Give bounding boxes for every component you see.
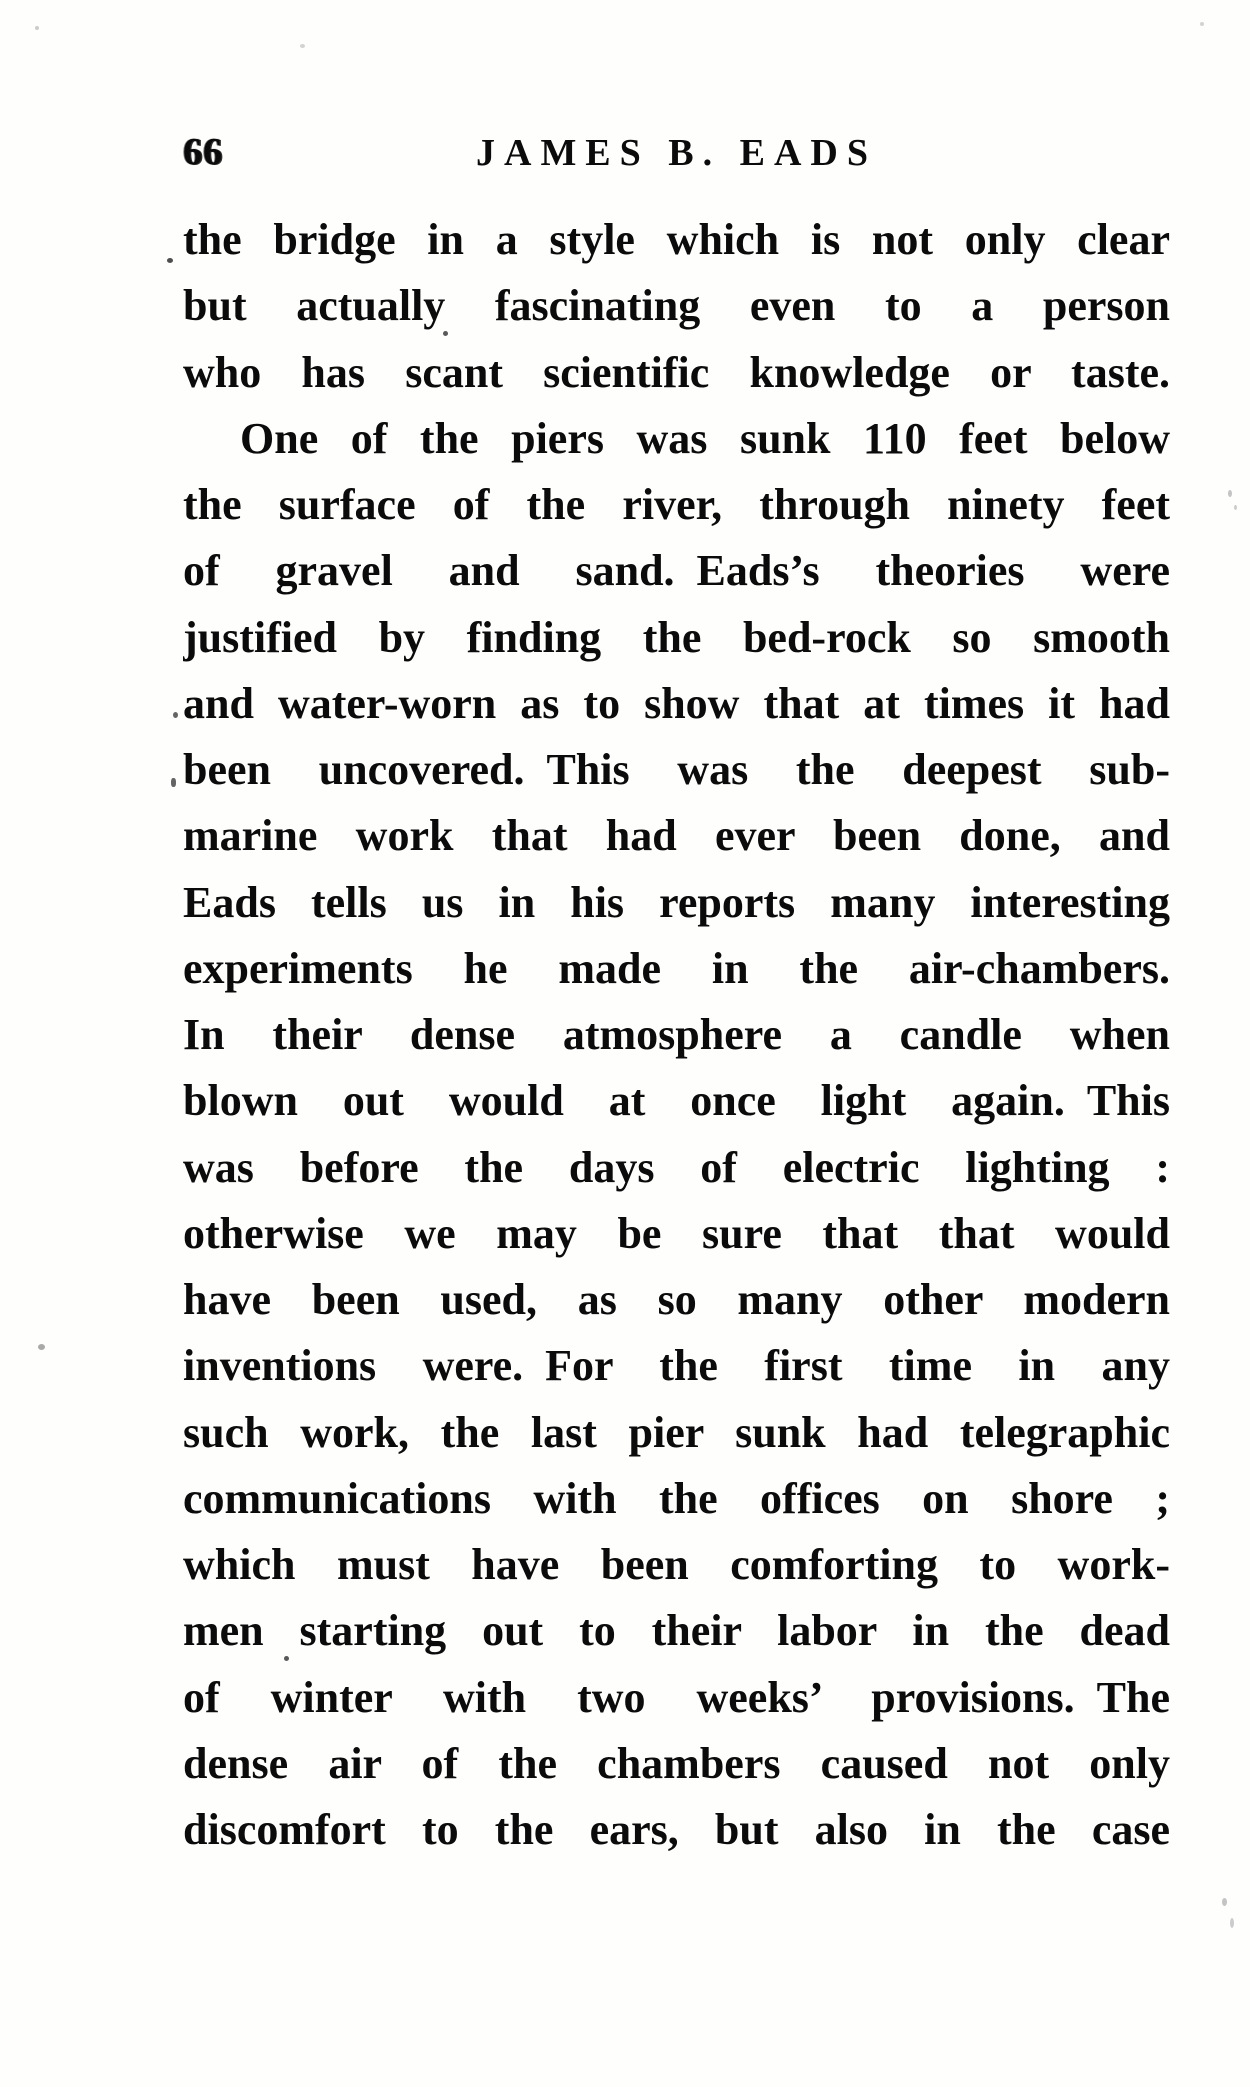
- running-head: [183, 130, 1170, 178]
- ink-speck: [1230, 1918, 1234, 1928]
- text-line: who has scant scientific knowledge or taste.: [183, 347, 1170, 397]
- body-text: [183, 207, 1170, 1863]
- ink-speck: [173, 712, 178, 718]
- text-line: experiments he made in the air-chambers.: [183, 943, 1170, 993]
- ink-speck: [167, 258, 173, 263]
- ink-speck: [35, 26, 39, 30]
- ink-speck: [171, 778, 176, 787]
- ink-speck: [443, 331, 448, 336]
- text-line: inventions were. For the first time in any: [183, 1341, 1170, 1391]
- text-line: Eads tells us in his reports many interesting: [183, 877, 1170, 927]
- text-line: otherwise we may be sure that that would: [183, 1208, 1170, 1258]
- text-line: marine work that had ever been done, and: [183, 811, 1170, 861]
- text-line: communications with the offices on shore ;: [183, 1473, 1170, 1523]
- text-line: and water-worn as to show that at times it had: [183, 678, 1170, 728]
- text-line: the bridge in a style which is not only clear: [183, 215, 1170, 264]
- ink-speck: [284, 1656, 289, 1661]
- running-title: JAMES B. EADS: [476, 132, 877, 174]
- text-line: men starting out to their labor in the dead: [183, 1606, 1170, 1656]
- text-line: which must have been comforting to work-: [183, 1540, 1170, 1589]
- text-line: the surface of the river, through ninety feet: [183, 480, 1170, 529]
- text-line: discomfort to the ears, but also in the case: [183, 1805, 1170, 1854]
- text-line: of winter with two weeks’ provisions. The: [183, 1672, 1170, 1722]
- text-line: have been used, as so many other modern: [183, 1275, 1170, 1324]
- text-line-paragraph-start: One of the piers was sunk 110 feet below: [240, 413, 1170, 463]
- ink-speck: [1234, 505, 1237, 510]
- ink-speck: [1228, 490, 1232, 497]
- text-line: of gravel and sand. Eads’s theories were: [183, 546, 1170, 596]
- ink-speck: [1222, 1898, 1227, 1906]
- ink-speck: [300, 44, 305, 48]
- text-line: blown out would at once light again. This: [183, 1076, 1170, 1126]
- text-line: but actually fascinating even to a person: [183, 281, 1170, 331]
- ink-speck: [1200, 22, 1204, 26]
- text-line: In their dense atmosphere a candle when: [183, 1010, 1170, 1059]
- text-line: dense air of the chambers caused not only: [183, 1738, 1170, 1788]
- text-line: been uncovered. This was the deepest sub-: [183, 745, 1170, 794]
- ink-speck: [38, 1344, 45, 1350]
- text-line: justified by finding the bed-rock so smooth: [183, 612, 1170, 662]
- text-line: was before the days of electric lighting :: [183, 1142, 1170, 1192]
- page-number: 66: [183, 131, 223, 173]
- text-line: such work, the last pier sunk had telegraphic: [183, 1407, 1170, 1457]
